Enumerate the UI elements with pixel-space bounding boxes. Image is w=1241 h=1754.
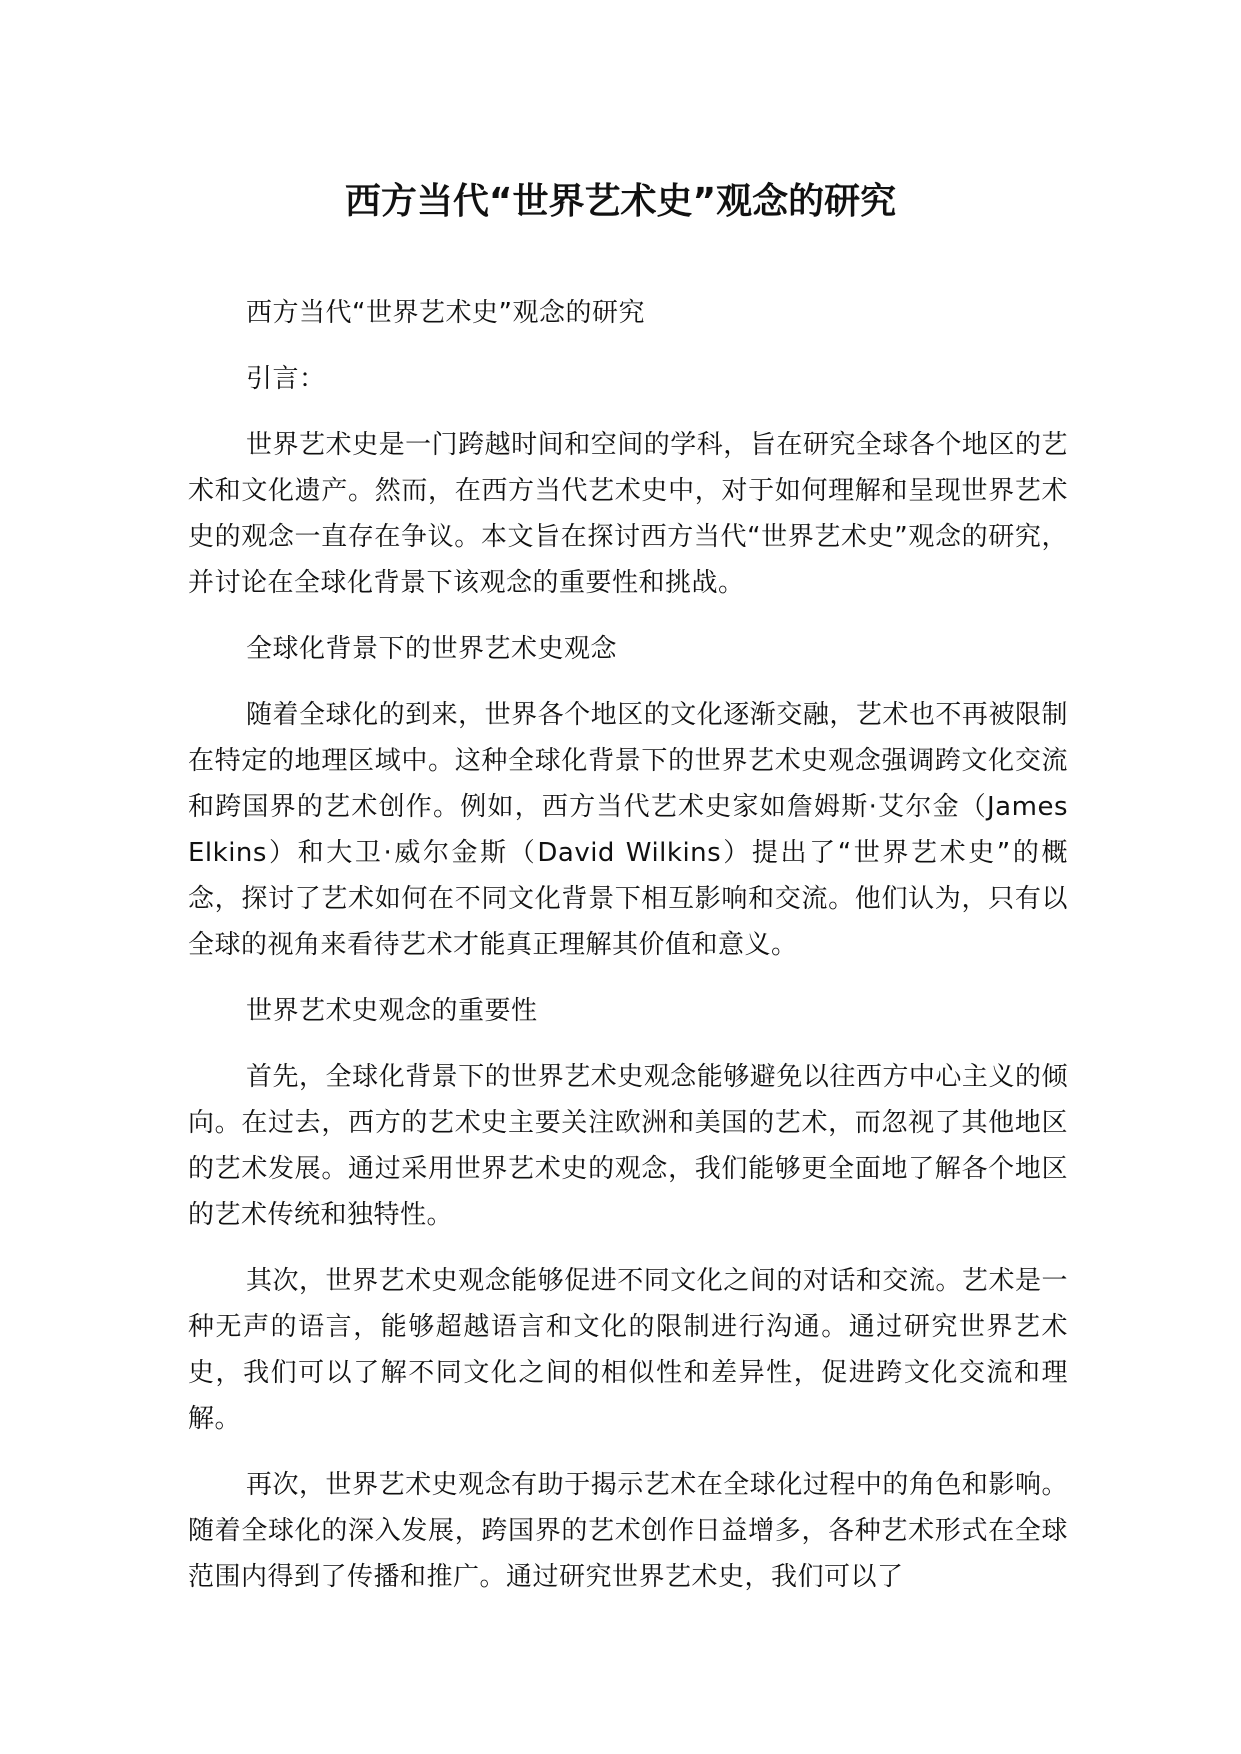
paragraph: 再次，世界艺术史观念有助于揭示艺术在全球化过程中的角色和影响。随着全球化的深入发展，跨国界的艺术创作日益增多，各种艺术形式在全球范围内得到了传播和推广。通过研究世界艺术史，我们可以了 xyxy=(188,1470,1068,1592)
document-body xyxy=(188,290,1068,1620)
paragraph: 其次，世界艺术史观念能够促进不同文化之间的对话和交流。艺术是一种无声的语言，能够超越语言和文化的限制进行沟通。通过研究世界艺术史，我们可以了解不同文化之间的相似性和差异性，促进跨文化交流和理解。 xyxy=(188,1266,1068,1434)
section-heading: 世界艺术史观念的重要性 xyxy=(246,996,538,1026)
paragraph: 首先，全球化背景下的世界艺术史观念能够避免以往西方中心主义的倾向。在过去，西方的艺术史主要关注欧洲和美国的艺术，而忽视了其他地区的艺术发展。通过采用世界艺术史的观念，我们能够更全面地了解各个地区的艺术传统和独特性。 xyxy=(188,1062,1068,1230)
section-heading: 全球化背景下的世界艺术史观念 xyxy=(246,634,618,664)
document-title: 西方当代“世界艺术史”观念的研究 xyxy=(344,181,897,222)
section-heading: 西方当代“世界艺术史”观念的研究 xyxy=(246,298,645,328)
paragraph: 世界艺术史是一门跨越时间和空间的学科，旨在研究全球各个地区的艺术和文化遗产。然而，在西方当代艺术史中，对于如何理解和呈现世界艺术史的观念一直存在争议。本文旨在探讨西方当代“世界艺术史”观念的研究，并讨论在全球化背景下该观念的重要性和挑战。 xyxy=(188,430,1068,598)
paragraph: 随着全球化的到来，世界各个地区的文化逐渐交融，艺术也不再被限制在特定的地理区域中。这种全球化背景下的世界艺术史观念强调跨文化交流和跨国界的艺术创作。例如，西方当代艺术史家如詹姆斯·艾尔金（James Elkins）和大卫·威尔金斯（David Wilkins）提出了“世界艺术史”的概念，探讨了艺术如何在不同文化背景下相互影响和交流。他们认为，只有以全球的视角来看待艺术才能真正理解其价值和意义。 xyxy=(188,700,1068,960)
section-heading: 引言： xyxy=(246,364,326,394)
